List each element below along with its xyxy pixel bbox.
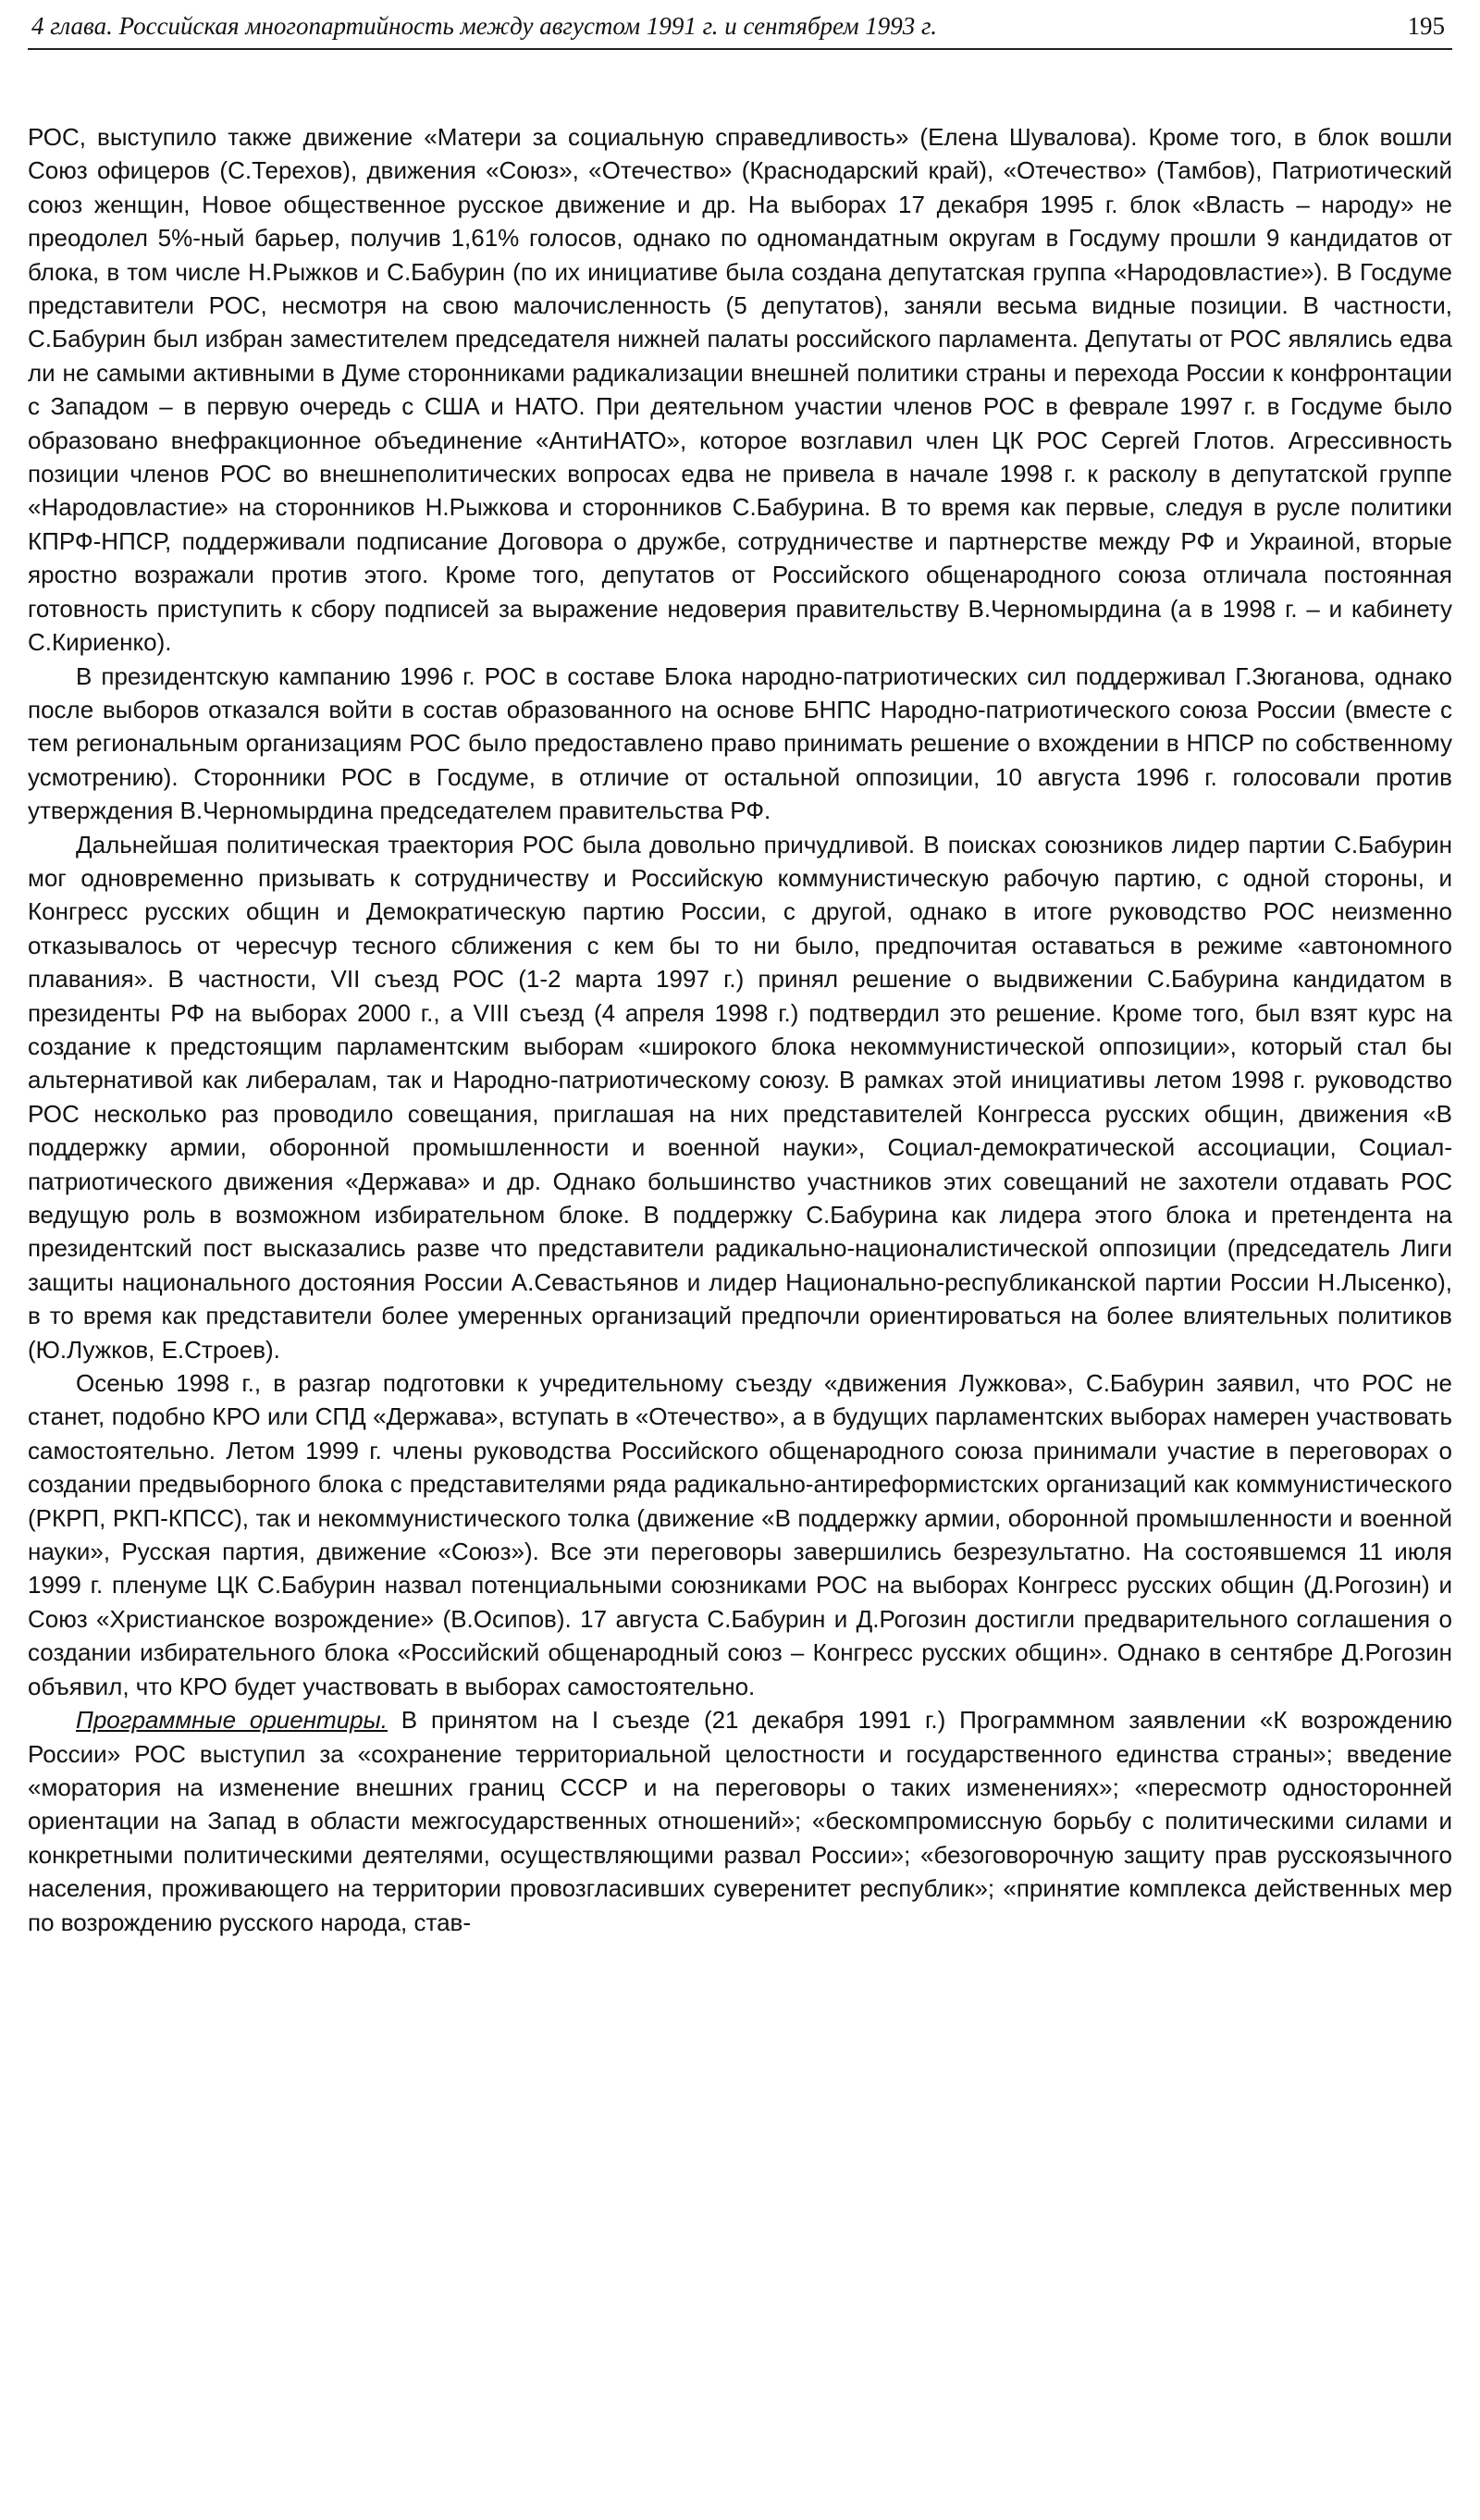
book-page xyxy=(28,0,1452,2520)
page-number: 195 xyxy=(1407,12,1445,40)
paragraph-program-text: В принятом на I съезде (21 декабря 1991 г.) Программном заявлении «К возрождению России» РОС выступил за «сохранение территориальной целостности и государственного единства страны»; введение «моратория на изменение внешних границ СССР и на переговоры о таких изменениях»; «пересмотр односторонней ориентации на Запад в области межгосударственных отношений»; «бескомпромиссную борьбу с политическими силами и конкретными политическими деятелями, осуществляющими развал России»; «безоговорочную защиту прав русскоязычного населения, проживающего на территории провозгласивших суверенитет республик»; «принятие комплекса действенных мер по возрождению русского народа, став- xyxy=(28,1706,1452,1936)
paragraph-program-guidelines xyxy=(28,1703,1452,1939)
body-text xyxy=(28,120,1452,1939)
run-in-heading: Программные ориентиры. xyxy=(76,1706,388,1735)
paragraph-political-trajectory: Дальнейшая политическая траектория РОС была довольно причудливой. В поисках союзников лидер партии С.Бабурин мог одновременно призывать к сотрудничеству и Российскую коммунистическую рабочую партию, с одной стороны, и Конгресс русских общин и Демократическую партию России, с другой, однако в итоге руководство РОС неизменно отказывалось от чересчур тесного сближения с кем бы то ни было, предпочитая оставаться в режиме «автономного плавания». В частности, VII съезд РОС (1-2 марта 1997 г.) принял решение о выдвижении С.Бабурина кандидатом в президенты РФ на выборах 2000 г., а VIII съезд (4 апреля 1998 г.) подтвердил это решение. Кроме того, был взят курс на создание к предстоящим парламентским выборам «широкого блока некоммунистической оппозиции», который стал бы альтернативой как либералам, так и Народно-патриотическому союзу. В рамках этой инициативы летом 1998 г. руководство РОС несколько раз проводило совещания, приглашая на них представителей Конгресса русских общин, движения «В поддержку армии, оборонной промышленности и военной науки», Социал-демократической ассоциации, Социал-патриотического движения «Держава» и др. Однако большинство участников этих совещаний не захотели отдавать РОС ведущую роль в возможном избирательном блоке. В поддержку С.Бабурина как лидера этого блока и претендента на президентский пост высказались разве что представители радикально-националистической оппозиции (председатель Лиги защиты национального достояния России А.Севастьянов и лидер Национально-республиканской партии России Н.Лысенко), в то время как представители более умеренных организаций предпочли ориентироваться на более влиятельных политиков (Ю.Лужков, Е.Строев). xyxy=(28,830,1452,1364)
running-header xyxy=(28,7,1452,50)
paragraph-presidential-campaign: В президентскую кампанию 1996 г. РОС в составе Блока народно-патриотических сил поддерживал Г.Зюганова, однако после выборов отказался войти в состав образованного на основе БНПС Народно-патриотического союза России (вместе с тем региональным организациям РОС было предоставлено право принимать решение о вхождении в НПСР по собственному усмотрению). Сторонники РОС в Госдуме, в отличие от остальной оппозиции, 10 августа 1996 г. голосовали против утверждения В.Черномырдина председателем правительства РФ. xyxy=(28,661,1452,825)
paragraph-autumn-1998: Осенью 1998 г., в разгар подготовки к учредительному съезду «движения Лужкова», С.Бабурин заявил, что РОС не станет, подобно КРО или СПД «Держава», вступать в «Отечество», а в будущих парламентских выборах намерен участвовать самостоятельно. Летом 1999 г. члены руководства Российского общенародного союза принимали участие в переговорах о создании предвыборного блока с представителями ряда радикально-антиреформистских организаций как коммунистического (РКРП, РКП-КПСС), так и некоммунистического толка (движение «В поддержку армии, оборонной промышленности и военной науки», Русская партия, движение «Союз»). Все эти переговоры завершились безрезультатно. На состоявшемся 11 июля 1999 г. пленуме ЦК С.Бабурин назвал потенциальными союзниками РОС на выборах Конгресс русских общин (Д.Рогозин) и Союз «Христианское возрождение» (В.Осипов). 17 августа С.Бабурин и Д.Рогозин достигли предварительного соглашения о создании избирательного блока «Российский общенародный союз – Конгресс русских общин». Однако в сентябре Д.Рогозин объявил, что КРО будет участвовать в выборах самостоятельно. xyxy=(28,1369,1452,1700)
chapter-header-title: 4 глава. Российская многопартийность между августом 1991 г. и сентябрем 1993 г. xyxy=(31,12,937,40)
paragraph-continued: РОС, выступило также движение «Матери за социальную справедливость» (Елена Шувалова). Кроме того, в блок вошли Союз офицеров (С.Терехов), движения «Союз», «Отечество» (Краснодарский край), «Отечество» (Тамбов), Патриотический союз женщин, Новое общественное русское движение и др. На выборах 17 декабря 1995 г. блок «Власть – народу» не преодолел 5%-ный барьер, получив 1,61% голосов, однако по одномандатным округам в Госдуму прошли 9 кандидатов от блока, в том числе Н.Рыжков и С.Бабурин (по их инициативе была создана депутатская группа «Народовластие»). В Госдуме представители РОС, несмотря на свою малочисленность (5 депутатов), заняли весьма видные позиции. В частности, С.Бабурин был избран заместителем председателя нижней палаты российского парламента. Депутаты от РОС являлись едва ли не самыми активными в Думе сторонниками радикализации внешней политики страны и перехода России к конфронтации с Западом – в первую очередь с США и НАТО. При деятельном участии членов РОС в феврале 1997 г. в Госдуме было образовано внефракционное объединение «АнтиНАТО», которое возглавил член ЦК РОС Сергей Глотов. Агрессивность позиции членов РОС во внешнеполитических вопросах едва не привела в начале 1998 г. к расколу в депутатской группе «Народовластие» на сторонников Н.Рыжкова и сторонников С.Бабурина. В то время как первые, следуя в русле политики КПРФ-НПСР, поддерживали подписание Договора о дружбе, сотрудничестве и партнерстве между РФ и Украиной, вторые яростно возражали против этого. Кроме того, депутатов от Российского общенародного союза отличала постоянная готовность приступить к сбору подписей за выражение недоверия правительству В.Черномырдина (а в 1998 г. – и кабинету С.Кириенко). xyxy=(28,123,1452,657)
